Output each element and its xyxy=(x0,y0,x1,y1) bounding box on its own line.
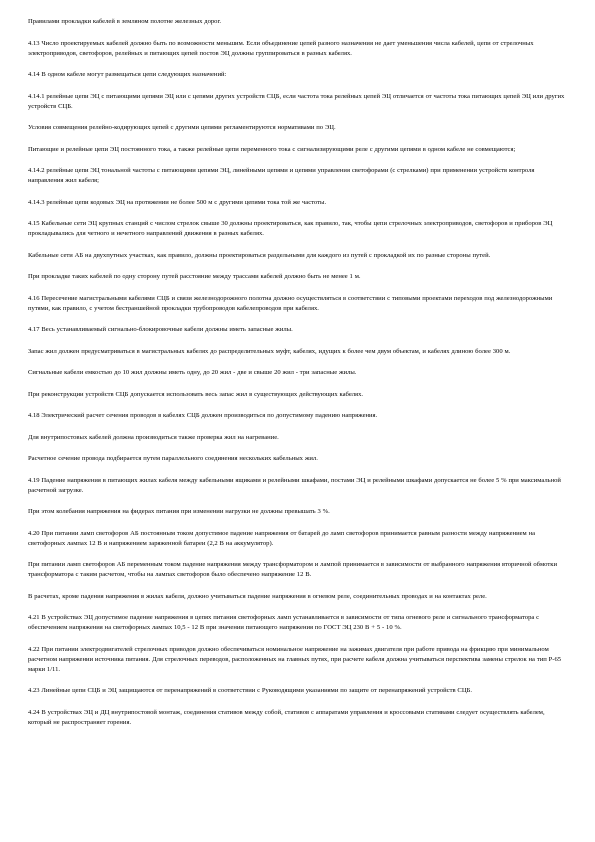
paragraph-4-15: 4.15 Кабельные сети ЭЦ крупных станций с числом стрелок свыше 30 должны проектироваться, как правило, так, чтобы цепи стрелочных электроприводов, светофоров и приборов ЭЦ прокладывались для четного и нечетного направлений движения в разных кабелях. xyxy=(28,220,553,237)
paragraph-cross-section: Расчетное сечение провода подбирается путем параллельного соединения нескольких кабельных жил. xyxy=(28,455,318,462)
paragraph-intro: Правилами прокладки кабелей в земляном полотне железных дорог. xyxy=(28,18,222,25)
paragraph-spare-core-count: Сигнальные кабели емкостью до 10 жил должны иметь одну, до 20 жил - две и свыше 20 жил - три запасные жилы. xyxy=(28,369,357,376)
paragraph-4-13: 4.13 Число проектируемых кабелей должно быть по возможности меньшим. Если объединение цепей разного назначения не дает уменьшения числа кабелей, цепи от стрелочных электроприводов, светофоров, релейных и питающих цепей постов ЭЦ должны группироваться в разных кабелях. xyxy=(28,39,534,57)
paragraph-relay-coding-conditions: Условия совмещения релейно-кодирующих цепей с другими цепями регламентируются нормативами по ЭЦ. xyxy=(28,124,336,131)
paragraph-4-16: 4.16 Пересечение магистральными кабелями СЦБ и связи железнодорожного полотна должно осуществляться в соответствии с типовыми проектами переходов под железнодорожными путями, как правило, с учетом бестраншейной прокладки трубопроводов кабелепроводов при кабелях. xyxy=(28,294,553,312)
paragraph-4-19: 4.19 Падение напряжения в питающих жилах кабеля между кабельными ящиками и релейными шкафами, постами ЭЦ и релейными шкафами допускается не более 5 % при максимальной расчетной загрузке. xyxy=(28,476,561,494)
paragraph-reconstruction: При реконструкции устройств СЦБ допускается использовать весь запас жил в существующих действующих кабелях. xyxy=(28,390,364,398)
paragraph-heating-check: Для внутрипостовых кабелей должна производиться также проверка жил на нагревание. xyxy=(28,433,279,441)
paragraph-4-21: 4.21 В устройствах ЭЦ допустимое падение напряжения в цепях питания светофорных ламп устанавливается в зависимости от типа огневого реле и сигнального трансформатора с обеспечением напряжения на светофорных лампах 10,5 - 12 В при значении питающего напряжения по ГОСТ ЭЦ 230 В + 5 - 10 %. xyxy=(28,614,540,631)
paragraph-relay-voltage-drop: В расчетах, кроме падения напряжения в жилах кабеля, должно учитываться падение напряжения в огневом реле, соединительных проводах и на контактах реле. xyxy=(28,592,487,600)
paragraph-4-17: 4.17 Весь устанавливаемый сигнально-блокировочные кабели должны иметь запасные жилы. xyxy=(28,326,293,333)
paragraph-4-14: 4.14 В одном кабеле могут размещаться цепи следующих назначений: xyxy=(28,71,227,78)
paragraph-dc-relay-circuits: Питающие и релейные цепи ЭЦ постоянного тока, а также релейные цепи переменного тока с сигнализирующими реле с другими цепями в одном кабеле не совмещаются; xyxy=(28,145,516,153)
paragraph-4-24: 4.24 В устройствах ЭЦ и ДЦ внутрипостовой монтаж, соединения стативов между собой, стативов с аппаратами управления и кроссовыми стативами следует осуществлять кабелем, который не распространяет горения. xyxy=(28,708,545,726)
paragraph-ac-signal-lamps: При питании ламп светофоров АБ переменным током падение напряжения между трансформатором и лампой принимается в зависимости от выбранного напряжения вторичной обмотки трансформатора с таким расчетом, чтобы на лампах светофоров было обеспечено напряжение 12 В. xyxy=(28,561,557,578)
paragraph-4-14-1: 4.14.1 релейные цепи ЭЦ с питающими цепями ЭЦ или с цепями других устройств СЦБ, если частота тока релейных цепей ЭЦ отличается от частоты тока питающих цепей ЭЦ или других устройств СЦБ. xyxy=(28,92,565,110)
paragraph-4-18: 4.18 Электрический расчет сечения проводов в кабелях СЦБ должен производиться по допустимому падению напряжения. xyxy=(28,412,378,419)
paragraph-spare-cores: Запас жил должен предусматриваться в магистральных кабелях до распределительных муфт, кабелях, идущих к более чем двум объектам, и кабелях длиною более 300 м. xyxy=(28,347,511,355)
paragraph-4-23: 4.23 Линейные цепи СЦБ и ЭЦ защищаются от перенапряжений в соответствии с Руководящими указаниями по защите от перенапряжений устройств СЦБ. xyxy=(28,687,473,694)
document-page xyxy=(28,17,568,739)
paragraph-voltage-fluctuation: При этом колебания напряжения на фидерах питания при изменении нагрузки не должны превышать 3 %. xyxy=(28,508,330,515)
paragraph-4-22: 4.22 При питании электродвигателей стрелочных приводов должно обеспечиваться номинальное напряжение на зажимах двигателя при работе привода на фрикцию при минимальном расчетном напряжении источника питания. Для стрелочных переводов, расположенных на главных путях, при расчете кабеля должна учитываться перспектива замены стрелок на тип Р-65 марки 1/11. xyxy=(28,645,562,673)
paragraph-4-20: 4.20 При питании ламп светофоров АБ постоянным током допустимое падение напряжения от батарей до ламп светофоров принимается равным разности между напряжением на светофорных лампах 12 В и напряжением заряженной батареи (2,2 В на аккумулятор). xyxy=(28,529,536,547)
paragraph-4-14-3: 4.14.3 релейные цепи кодовых ЭЦ на протяжении не более 500 м с другими цепями тока той же частоты. xyxy=(28,198,327,206)
paragraph-ab-cable-networks: Кабельные сети АБ на двухпутных участках, как правило, должны проектироваться раздельными для каждого из путей с прокладкой их по разные стороны путей. xyxy=(28,251,491,259)
paragraph-4-14-2: 4.14.2 релейные цепи ЭЦ тональной частоты с питающими цепями ЭЦ, линейными цепями и цепями управления светофорами (с стрелками) при применении устройств контроля направления жил кабеля; xyxy=(28,167,535,184)
paragraph-cable-route-distance: При прокладке таких кабелей по одну сторону путей расстояние между трассами кабелей должно быть не менее 1 м. xyxy=(28,273,361,280)
